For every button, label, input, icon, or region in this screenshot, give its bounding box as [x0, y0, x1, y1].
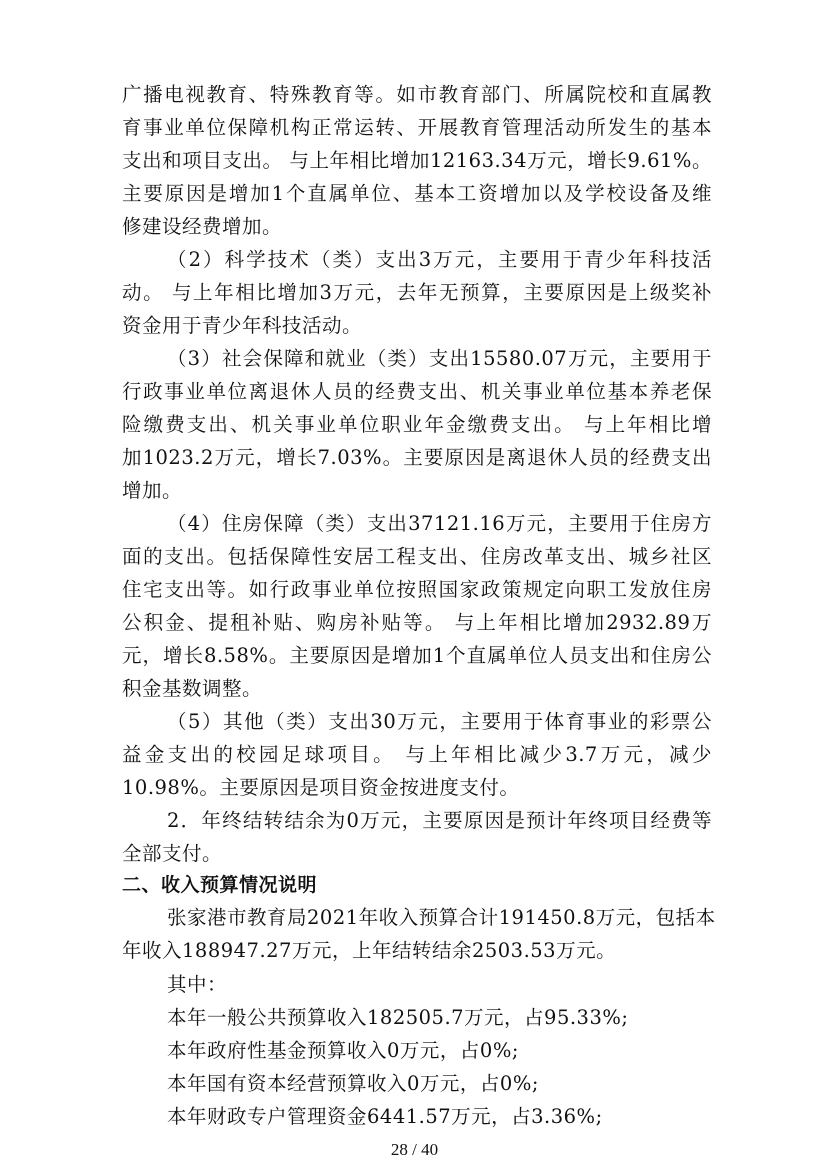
section-heading: 二、收入预算情况说明 [122, 874, 318, 896]
text-line: 益金支出的校园足球项目。 与上年相比减少3.7万元，减少 [122, 743, 712, 766]
page-number: 28 / 40 [390, 1140, 439, 1159]
text-line: 支出和项目支出。 与上年相比增加12163.34万元，增长9.61%。 [122, 149, 712, 172]
text-line: 住宅支出等。如行政事业单位按照国家政策规定向职工发放住房 [122, 578, 712, 601]
text-line: 本年国有资本经营预算收入0万元，占0%; [167, 1072, 539, 1095]
text-line: 本年政府性基金预算收入0万元，占0%; [167, 1039, 519, 1062]
text-line: 增加。 [122, 479, 183, 502]
text-line: 主要原因是增加1个直属单位、基本工资增加以及学校设备及维 [122, 182, 712, 205]
text-line: 面的支出。包括保障性安居工程支出、住房改革支出、城乡社区 [122, 545, 712, 568]
text-line: 本年一般公共预算收入182505.7万元，占95.33%; [167, 1006, 629, 1029]
text-line: 资金用于青少年科技活动。 [122, 314, 363, 337]
text-line: 张家港市教育局2021年收入预算合计191450.8万元，包括本 [167, 906, 716, 929]
text-line: 全部支付。 [122, 842, 223, 865]
text-line: 广播电视教育、特殊教育等。如市教育部门、所属院校和直属教 [122, 83, 712, 106]
text-line: 元，增长8.58%。主要原因是增加1个直属单位人员支出和住房公 [122, 644, 712, 667]
text-line: 动。 与上年相比增加3万元，去年无预算，主要原因是上级奖补 [122, 281, 712, 304]
text-line: 10.98%。主要原因是项目资金按进度支付。 [122, 776, 520, 799]
text-line: 年收入188947.27万元，上年结转结余2503.53万元。 [122, 939, 617, 962]
text-line: 其中： [167, 973, 228, 996]
text-line: （4）住房保障（类）支出37121.16万元，主要用于住房方 [167, 512, 712, 535]
text-line: 2．年终结转结余为0万元，主要原因是预计年终项目经费等 [167, 809, 712, 832]
text-line: （2）科学技术（类）支出3万元，主要用于青少年科技活 [167, 248, 712, 271]
text-line: 行政事业单位离退休人员的经费支出、机关事业单位基本养老保 [122, 380, 712, 403]
text-line: 修建设经费增加。 [122, 215, 283, 238]
text-line: 险缴费支出、机关事业单位职业年金缴费支出。 与上年相比增 [122, 413, 712, 436]
text-line: 加1023.2万元，增长7.03%。主要原因是离退休人员的经费支出 [122, 446, 712, 469]
text-line: 积金基数调整。 [122, 677, 263, 700]
text-line: 育事业单位保障机构正常运转、开展教育管理活动所发生的基本 [122, 116, 712, 139]
text-line: （3）社会保障和就业（类）支出15580.07万元，主要用于 [167, 347, 712, 370]
text-line: （5）其他（类）支出30万元，主要用于体育事业的彩票公 [167, 710, 712, 733]
text-line: 公积金、提租补贴、购房补贴等。 与上年相比增加2932.89万 [122, 611, 712, 634]
text-line: 本年财政专户管理资金6441.57万元，占3.36%; [167, 1105, 603, 1128]
